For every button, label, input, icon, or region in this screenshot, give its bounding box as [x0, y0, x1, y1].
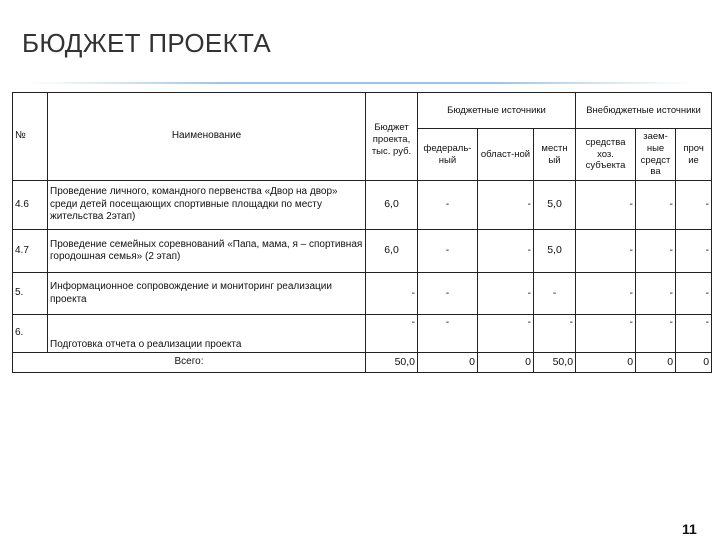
row-borrowed: -	[636, 273, 676, 315]
table-row	[13, 315, 712, 353]
total-other: 0	[676, 353, 712, 373]
header-name: Наименование	[48, 93, 366, 181]
row-borrowed: -	[636, 181, 676, 230]
header-number: №	[13, 93, 48, 181]
row-local: -	[534, 315, 576, 353]
row-local: 5,0	[534, 181, 576, 230]
total-local: 50,0	[534, 353, 576, 373]
row-name: Проведение личного, командного первенства «Двор на двор» среди детей посещающих спортивные площадки по месту жительства 2этап)	[48, 181, 366, 230]
row-budget: 6,0	[366, 230, 418, 273]
header-federal: федераль-ный	[418, 129, 478, 181]
row-name: Подготовка отчета о реализации проекта	[48, 315, 366, 353]
row-other: -	[676, 230, 712, 273]
total-federal: 0	[418, 353, 478, 373]
table-header-row	[13, 93, 712, 129]
table-row	[13, 230, 712, 273]
total-budget: 50,0	[366, 353, 418, 373]
total-borrowed: 0	[636, 353, 676, 373]
row-federal: -	[418, 181, 478, 230]
row-budget: 6,0	[366, 181, 418, 230]
header-extra-budget-sources: Внебюджетные источники	[576, 93, 712, 129]
page-number: 11	[682, 521, 697, 537]
row-other: -	[676, 273, 712, 315]
row-federal: -	[418, 230, 478, 273]
row-federal: -	[418, 273, 478, 315]
header-other: проч ие	[676, 129, 712, 181]
table-total-row	[13, 353, 712, 373]
row-budget: -	[366, 273, 418, 315]
title-divider	[30, 82, 690, 84]
row-federal: -	[418, 315, 478, 353]
row-number: 4.7	[13, 230, 48, 273]
row-borrowed: -	[636, 230, 676, 273]
total-label: Всего:	[13, 353, 366, 373]
header-budget-sources: Бюджетные источники	[418, 93, 576, 129]
table-row	[13, 181, 712, 230]
row-number: 5.	[13, 273, 48, 315]
row-local: -	[534, 273, 576, 315]
row-other: -	[676, 315, 712, 353]
row-name: Информационное сопровождение и мониторинг реализации проекта	[48, 273, 366, 315]
header-business: средства хоз. субъекта	[576, 129, 636, 181]
total-regional: 0	[478, 353, 534, 373]
row-other: -	[676, 181, 712, 230]
row-business: -	[576, 181, 636, 230]
page-title: БЮДЖЕТ ПРОЕКТА	[22, 28, 271, 58]
budget-table	[12, 92, 712, 373]
row-business: -	[576, 315, 636, 353]
table-row	[13, 273, 712, 315]
row-name: Проведение семейных соревнований «Папа, мама, я – спортивная городошная семья» (2 этап)	[48, 230, 366, 273]
row-regional: -	[478, 181, 534, 230]
header-borrowed: заем-ные средст ва	[636, 129, 676, 181]
row-number: 6.	[13, 315, 48, 353]
row-business: -	[576, 273, 636, 315]
total-business: 0	[576, 353, 636, 373]
header-regional: област-ной	[478, 129, 534, 181]
header-local: местн ый	[534, 129, 576, 181]
row-regional: -	[478, 230, 534, 273]
row-regional: -	[478, 273, 534, 315]
row-budget: -	[366, 315, 418, 353]
row-business: -	[576, 230, 636, 273]
row-local: 5,0	[534, 230, 576, 273]
header-budget: Бюджет проекта, тыс. руб.	[366, 93, 418, 181]
row-regional: -	[478, 315, 534, 353]
row-number: 4.6	[13, 181, 48, 230]
row-borrowed: -	[636, 315, 676, 353]
